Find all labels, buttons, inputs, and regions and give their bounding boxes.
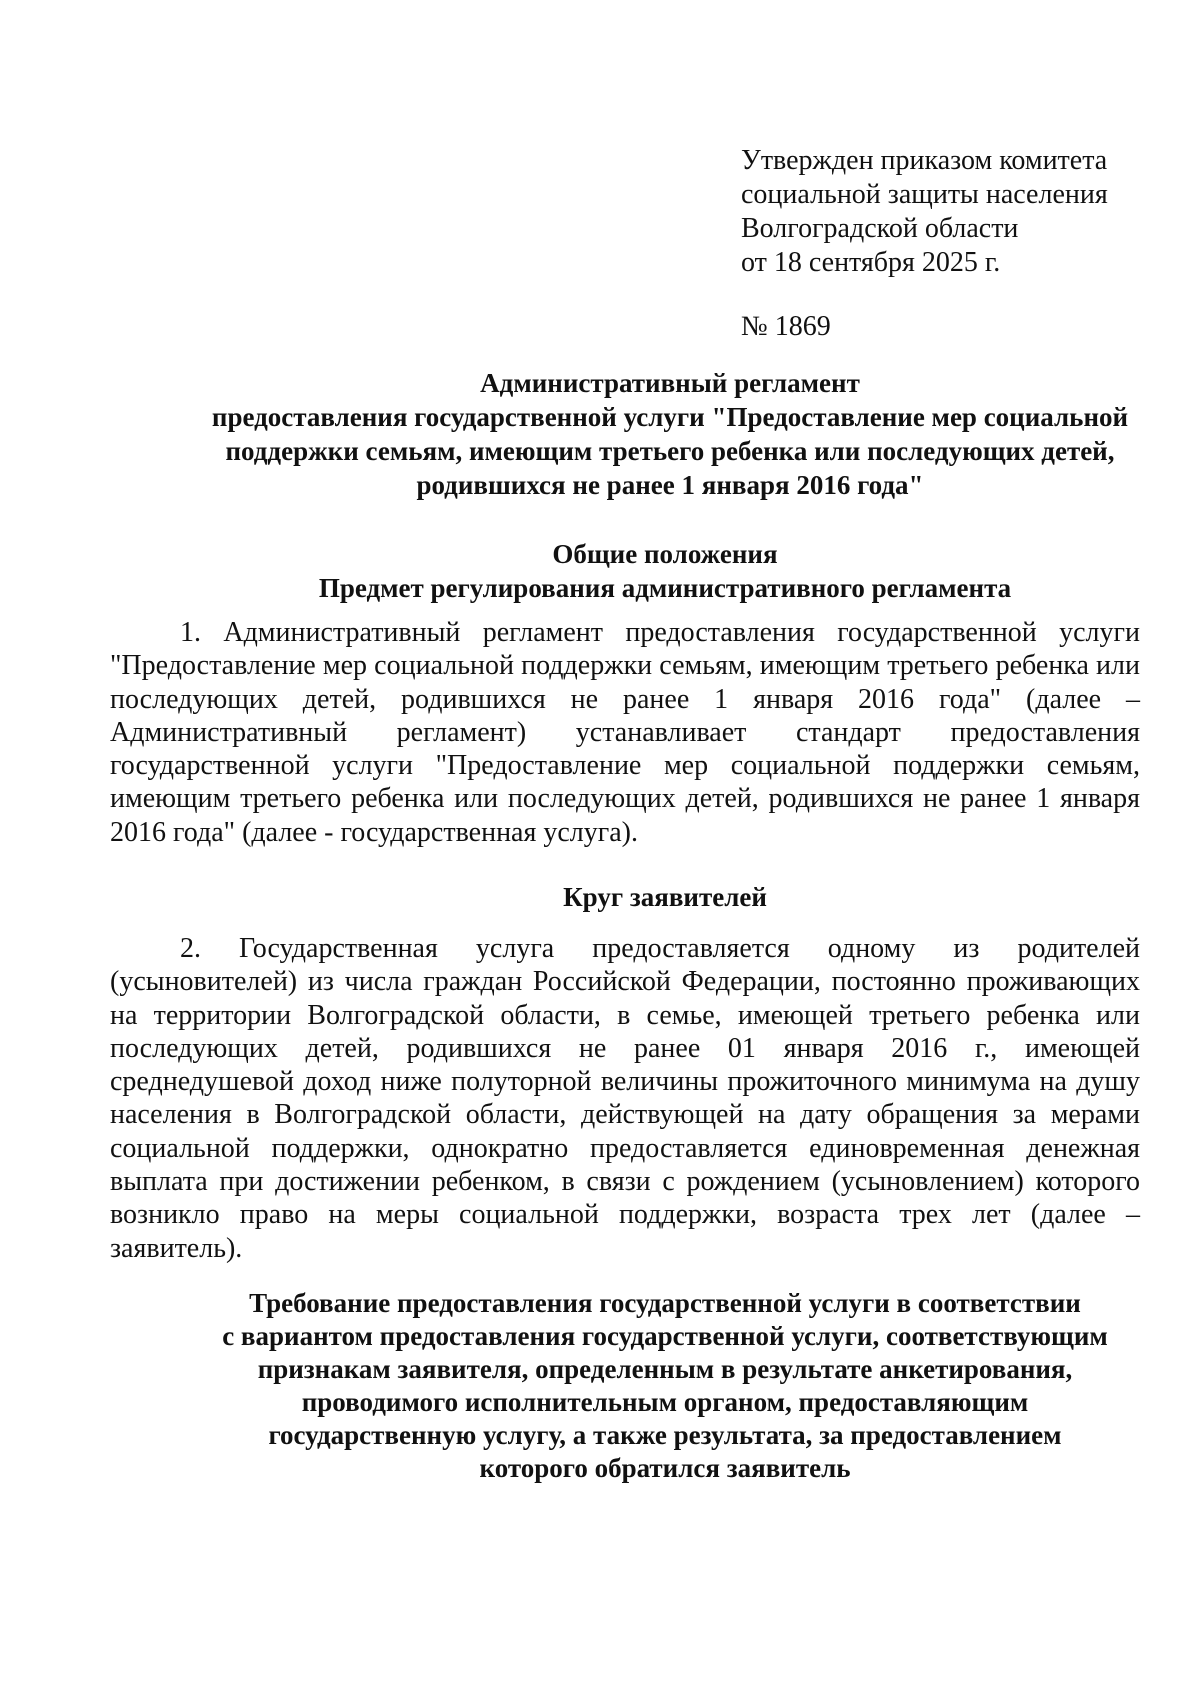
heading-line: государственную услугу, а также результата, за предоставлением: [268, 1420, 1062, 1450]
approval-date: от 18 сентября 2025 г.: [741, 247, 1001, 278]
order-number: № 1869: [741, 311, 831, 342]
general-provisions-heading: [120, 537, 1200, 605]
heading-line: с вариантом предоставления государственной услуги, соответствующим: [222, 1321, 1108, 1351]
title-line: Административный регламент: [480, 368, 860, 398]
document-title: [120, 366, 1200, 502]
heading-line: признакам заявителя, определенным в результате анкетирования,: [257, 1354, 1073, 1384]
title-line: поддержки семьям, имеющим третьего ребенка или последующих детей,: [225, 436, 1115, 466]
heading-line: проводимого исполнительным органом, предоставляющим: [301, 1387, 1029, 1417]
title-line: родившихся не ранее 1 января 2016 года": [416, 470, 924, 500]
paragraph-2: 2. Государственная услуга предоставляется одному из родителей (усыновителей) из числа граждан Российской Федерации, постоянно проживающих на территории Волгоградской области, в семье, имеющей третьего ребенка или последующих детей, родившихся не ранее 01 января 2016 г., имеющей среднедушевой доход ниже полуторной величины прожиточного минимума на душу населения в Волгоградской области, действующей на дату обращения за мерами социальной поддержки, однократно предоставляется единовременная денежная выплата при достижении ребенком, в связи с рождением (усыновлением) которого возникло право на меры социальной поддержки, возраста трех лет (далее – заявитель).: [110, 933, 1140, 1264]
heading-line: Круг заявителей: [563, 882, 767, 912]
title-line: предоставления государственной услуги "Предоставление мер социальной: [211, 402, 1129, 432]
applicants-heading: [120, 880, 1200, 914]
heading-line: Требование предоставления государственной услуги в соответствии: [249, 1288, 1081, 1318]
approval-stamp: [741, 144, 1161, 344]
approval-line: социальной защиты населения: [741, 179, 1108, 210]
heading-line: Предмет регулирования административного регламента: [318, 573, 1012, 603]
approval-line: Утвержден приказом комитета: [741, 145, 1108, 176]
approval-line: Волгоградской области: [741, 213, 1019, 244]
heading-line: Общие положения: [552, 539, 778, 569]
requirement-heading: [120, 1287, 1200, 1485]
paragraph-1: 1. Административный регламент предоставления государственной услуги "Предоставление мер социальной поддержки семьям, имеющим третьего ребенка или последующих детей, родившихся не ранее 1 января 2016 года" (далее – Административный регламент) устанавливает стандарт предоставления государственной услуги "Предоставление мер социальной поддержки семьям, имеющим третьего ребенка или последующих детей, родившихся не ранее 1 января 2016 года" (далее - государственная услуга).: [110, 617, 1140, 848]
heading-line: которого обратился заявитель: [479, 1453, 851, 1483]
